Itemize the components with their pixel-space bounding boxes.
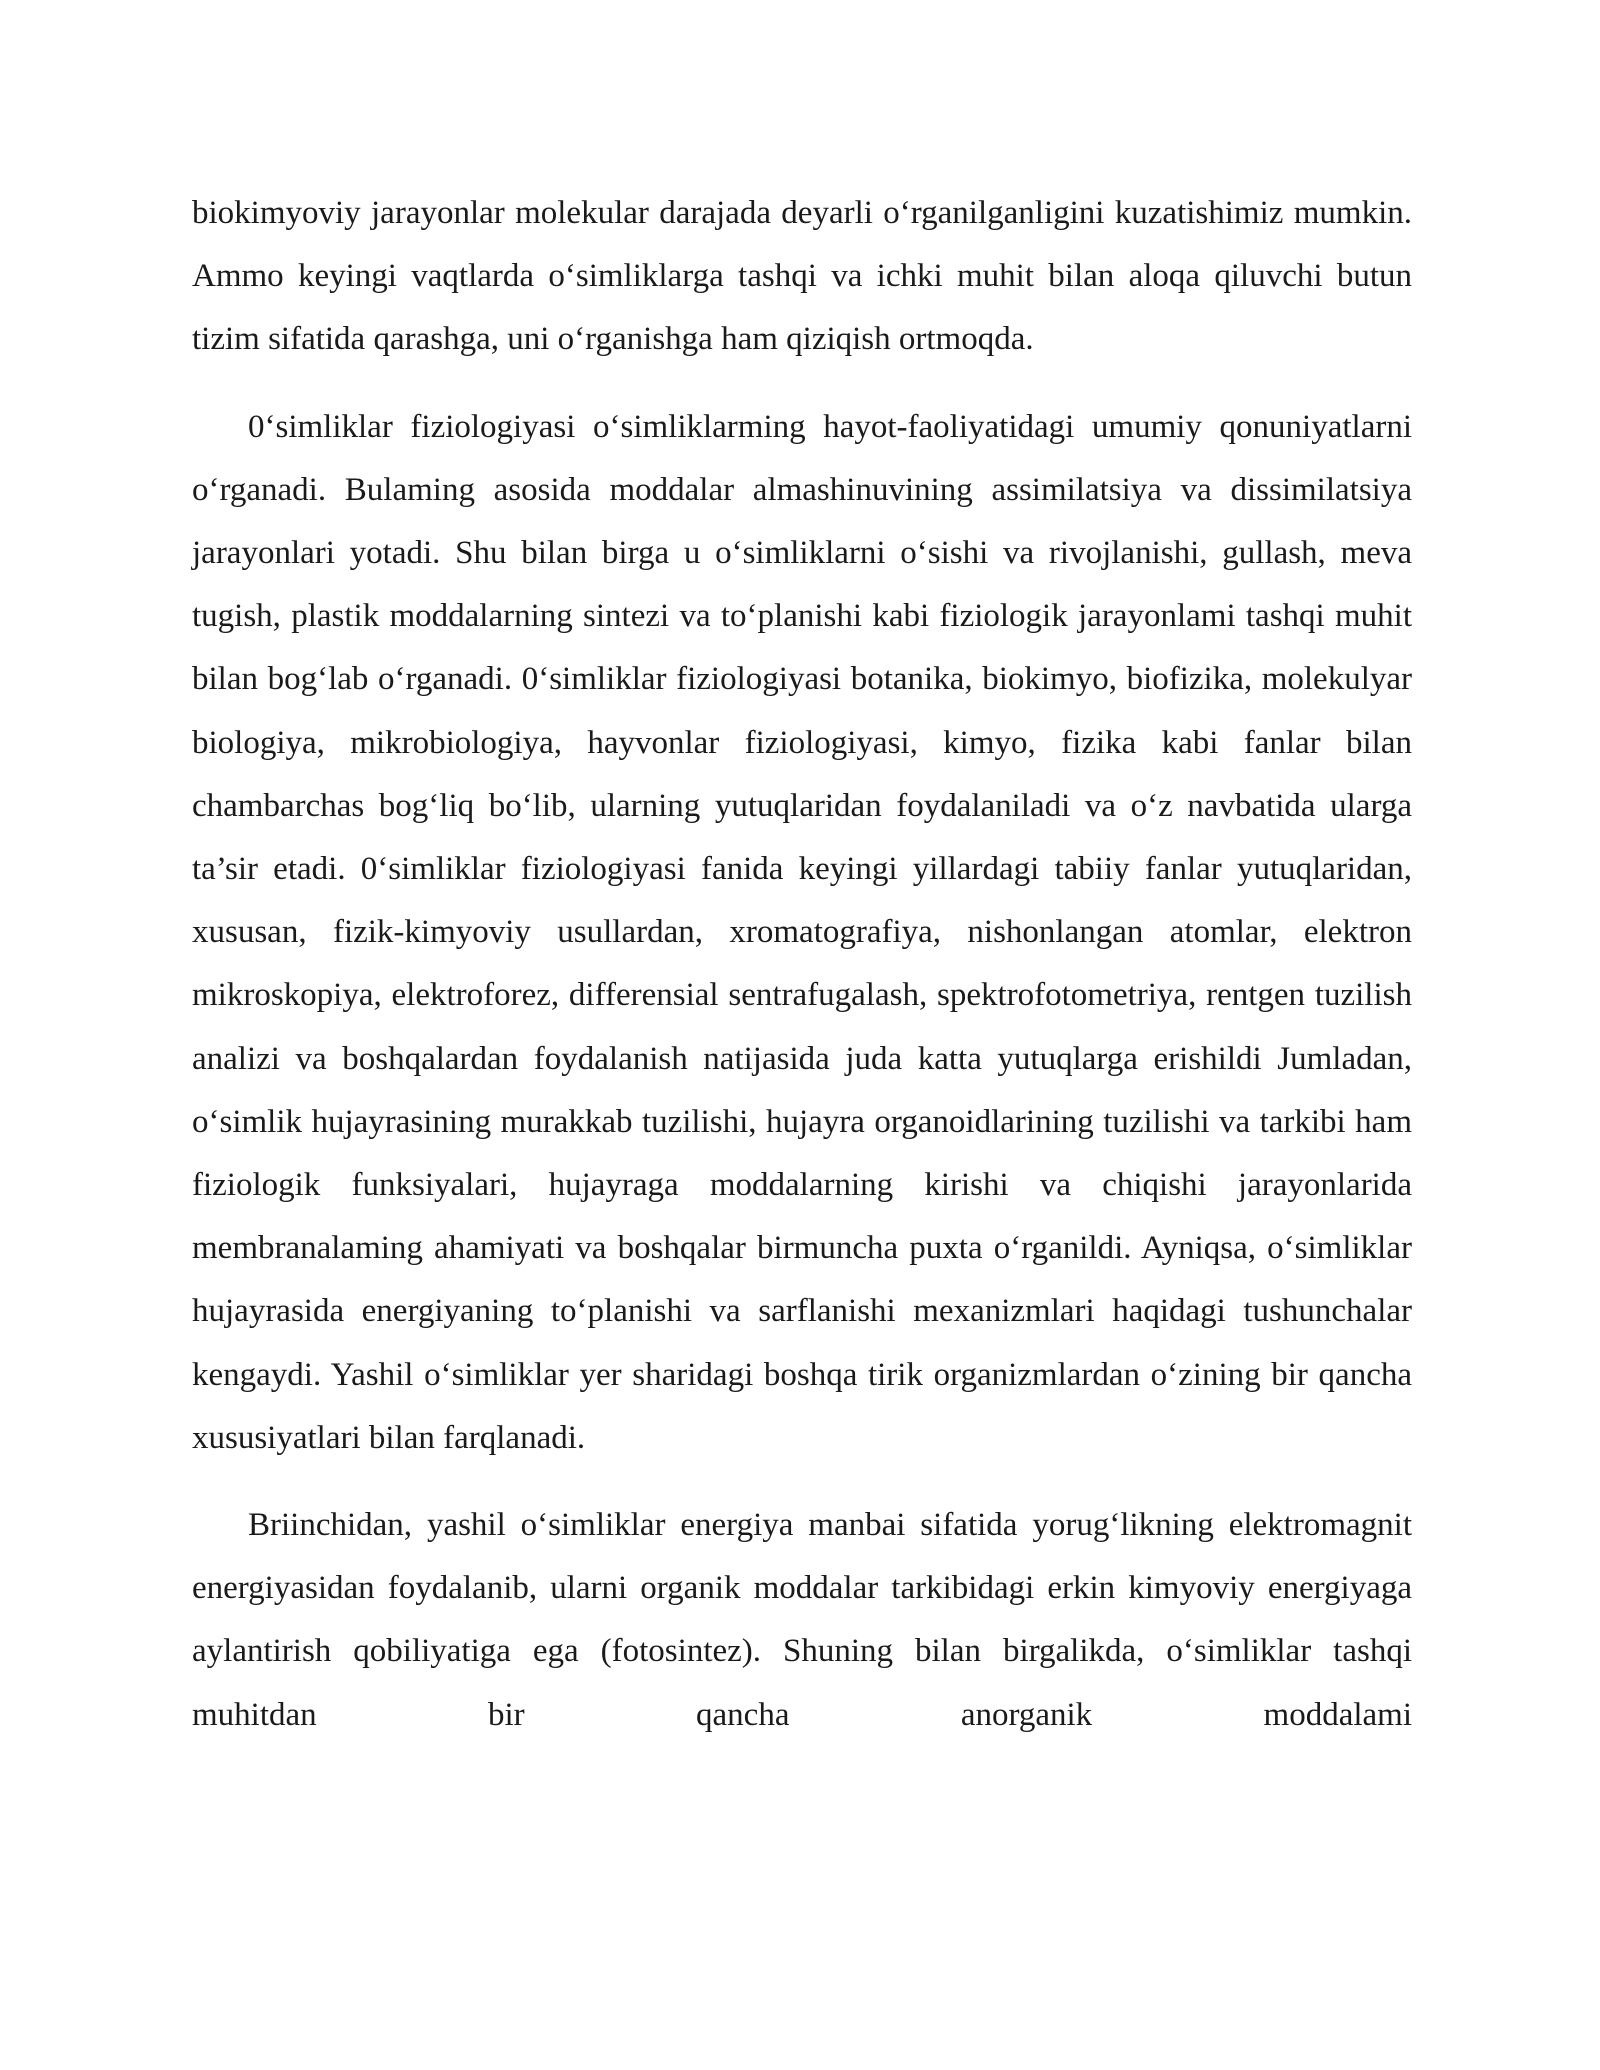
paragraph-1: biokimyoviy jarayonlar molekular darajada deyarli o‘rganilganligini kuzatishimiz mumkin. Ammo keyingi vaqtlarda o‘simliklarga tashqi va ichki muhit bilan aloqa qiluvchi butun tizim sifatida qarashga, uni o‘rganishga ham qiziqish ortmoqda.: [192, 195, 1412, 358]
document-body: [192, 182, 1412, 1747]
paragraph-3: Briinchidan, yashil o‘simliklar energiya manbai sifatida yorug‘likning elektromagnit energiyasidan foydalanib, ularni organik moddalar tarkibidagi erkin kimyoviy energiyaga aylantirish qobiliyatiga ega (fotosintez). Shuning bilan birgalikda, o‘simliklar tashqi muhitdan bir qancha anorganik moddalami: [192, 1507, 1412, 1733]
paragraph-2: 0‘simliklar fiziologiyasi o‘simliklarming hayot-faoliyatidagi umumiy qonuniyatlarni o‘rganadi. Bulaming asosida moddalar almashinuvining assimilatsiya va dissimilatsiya jarayonlari yotadi. Shu bilan birga u o‘simliklarni o‘sishi va rivojlanishi, gullash, meva tugish, plastik moddalarning sintezi va to‘planishi kabi fiziologik jarayonlami tashqi muhit bilan bog‘lab o‘rganadi. 0‘simliklar fiziologiyasi botanika, biokimyo, biofizika, molekulyar biologiya, mikrobiologiya, hayvonlar fiziologiyasi, kimyo, fizika kabi fanlar bilan chambarchas bog‘liq bo‘lib, ularning yutuqlaridan foydalaniladi va o‘z navbatida ularga ta’sir etadi. 0‘simliklar fiziologiyasi fanida keyingi yillardagi tabiiy fanlar yutuqlaridan, xususan, fizik-kimyoviy usullardan, xromatografiya, nishonlangan atomlar, elektron mikroskopiya, elektroforez, differensial sentrafugalash, spektrofotometriya, rentgen tuzilish analizi va boshqalardan foydalanish natijasida juda katta yutuqlarga erishildi Jumladan, o‘simlik hujayrasining murakkab tuzilishi, hujayra organoidlarining tuzilishi va tarkibi ham fiziologik funksiyalari, hujayraga moddalarning kirishi va chiqishi jarayonlarida membranalaming ahamiyati va boshqalar birmuncha puxta o‘rganildi. Ayniqsa, o‘simliklar hujayrasida energiyaning to‘planishi va sarflanishi mexanizmlari haqidagi tushunchalar kengaydi. Yashil o‘simliklar yer sharidagi boshqa tirik organizmlardan o‘zining bir qancha xususiyatlari bilan farqlanadi.: [192, 408, 1412, 1456]
